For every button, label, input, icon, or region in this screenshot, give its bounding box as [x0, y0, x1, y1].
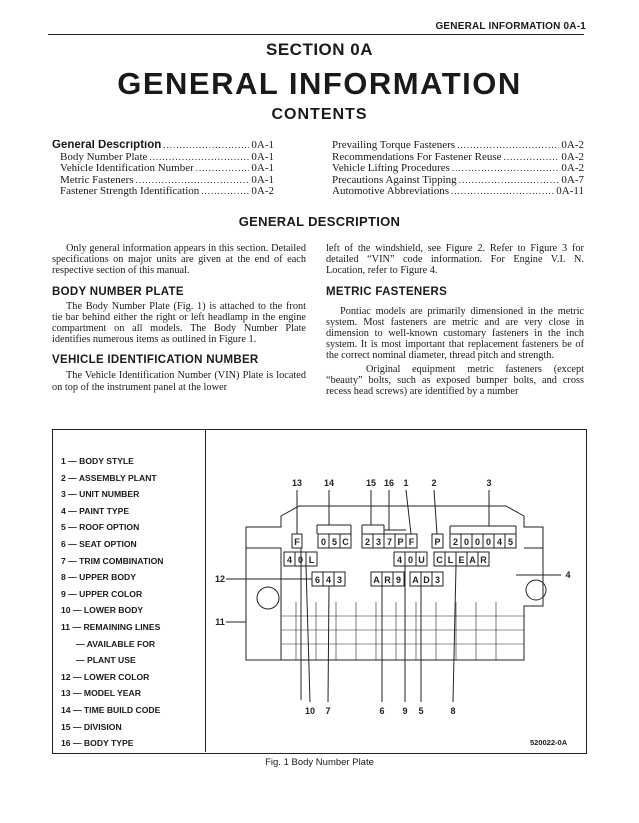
plate-char: D	[423, 575, 430, 585]
header-rule	[48, 34, 584, 35]
legend-item: — AVAILABLE FOR	[76, 638, 156, 649]
callout-number: 13	[291, 478, 303, 488]
plate-char: 5	[507, 537, 514, 547]
toc-page: 0A-11	[556, 186, 584, 198]
plate-char: F	[294, 537, 300, 547]
plate-char: 0	[463, 537, 470, 547]
callout-number: 7	[325, 706, 331, 716]
plate-char: 0	[297, 555, 304, 565]
plate-char: 5	[331, 537, 338, 547]
legend-item: 1 — BODY STYLE	[61, 456, 134, 466]
toc-page: 0A-2	[561, 163, 584, 175]
legend-item: 6 — SEAT OPTION	[61, 538, 137, 549]
toc-page: 0A-1	[251, 163, 274, 175]
plate-char: 0	[407, 555, 414, 565]
left-column	[52, 243, 306, 393]
plate-char: 4	[396, 555, 403, 565]
legend-item: 14 — TIME BUILD CODE	[61, 704, 161, 715]
plate-char: 2	[364, 537, 371, 547]
legend-item: 2 — ASSEMBLY PLANT	[61, 472, 157, 483]
figure-caption: Fig. 1 Body Number Plate	[265, 757, 374, 768]
plate-char: L	[308, 555, 315, 565]
vin-continuation-paragraph: left of the windshield, see Figure 2. Refer to Figure 3 for detailed “VIN” code information. For Engine V.I. N. Location, refer to Figure 4.	[326, 243, 584, 277]
callout-number: 2	[431, 478, 437, 488]
callout-number: 12	[214, 574, 226, 584]
legend-item: 10 — LOWER BODY	[61, 605, 144, 616]
plate-char: 0	[320, 537, 327, 547]
legend-item: 7 — TRIM COMBINATION	[61, 555, 164, 566]
callout-number: 3	[486, 478, 492, 488]
plate-char: C	[436, 555, 443, 565]
toc-label: Precautions Against Tipping	[332, 174, 457, 186]
plate-char: 4	[286, 555, 293, 565]
legend-item: 8 — UPPER BODY	[61, 572, 136, 583]
contents-heading: CONTENTS	[271, 106, 368, 123]
general-description-heading: GENERAL DESCRIPTION	[238, 214, 401, 229]
plate-char: A	[469, 555, 476, 565]
plate-char: R	[480, 555, 487, 565]
callout-number: 5	[418, 706, 424, 716]
running-header: GENERAL INFORMATION 0A-1	[435, 21, 586, 32]
callout-number: 16	[383, 478, 395, 488]
body-number-plate-diagram	[206, 430, 584, 752]
toc-entry[interactable]	[332, 175, 584, 187]
plate-char: A	[412, 575, 419, 585]
toc-page: 0A-1	[251, 151, 274, 163]
plate-char: 4	[325, 575, 332, 585]
vin-paragraph: The Vehicle Identification Number (VIN) Plate is located on top of the instrument panel at the lower	[52, 370, 306, 393]
toc-entry[interactable]	[52, 152, 274, 164]
vin-heading: VEHICLE IDENTIFICATION NUMBER	[52, 354, 259, 367]
mount-hole-left	[257, 587, 279, 609]
legend-item: 3 — UNIT NUMBER	[61, 489, 140, 500]
callout-number: 11	[215, 617, 225, 627]
plate-char: 2	[452, 537, 459, 547]
intro-paragraph: Only general information appears in this section. Detailed specifications on major units are given at the end of each respective section of this manual.	[52, 243, 306, 277]
callout-number: 8	[450, 706, 456, 716]
toc-page: 0A-1	[251, 140, 274, 151]
toc-entry[interactable]	[52, 175, 274, 187]
plate-char: P	[434, 537, 441, 547]
callout-number: 6	[379, 706, 385, 716]
plate-char: C	[342, 537, 349, 547]
toc-entry[interactable]	[332, 186, 584, 198]
toc-label: General Description	[52, 140, 162, 151]
legend-item: 12 — LOWER COLOR	[61, 671, 150, 682]
plate-char: R	[384, 575, 391, 585]
callout-number: 1	[403, 478, 409, 488]
toc-page: 0A-2	[561, 151, 584, 163]
plate-char: F	[408, 537, 415, 547]
toc-page: 0A-2	[251, 186, 274, 198]
toc-entry[interactable]	[52, 163, 274, 175]
toc-page: 0A-7	[561, 174, 584, 186]
body-number-plate-paragraph: The Body Number Plate (Fig. 1) is attached to the front tie bar behind either the right or left headlamp in the engine compartment on all models. The Body Number Plate identifies numerous items as outlined in Figure 1.	[52, 300, 306, 346]
callout-number: 4	[565, 570, 571, 580]
toc-entry[interactable]	[52, 186, 274, 198]
metric-fasteners-paragraph-2: Original equipment metric fasteners (except “beauty” bolts, such as exposed bumper bolts, and cross recess head screws) are identified by a number	[326, 363, 584, 398]
toc-page: 0A-2	[561, 140, 584, 151]
toc-label: Prevailing Torque Fasteners	[332, 140, 456, 151]
toc-entry[interactable]	[332, 163, 584, 175]
toc-label: Body Number Plate	[60, 151, 148, 163]
callout-number: 9	[402, 706, 408, 716]
plate-char: U	[418, 555, 425, 565]
plate-char: 3	[336, 575, 343, 585]
toc-entry[interactable]	[332, 140, 584, 152]
right-column	[326, 243, 584, 397]
legend-item: 13 — MODEL YEAR	[61, 688, 141, 699]
plate-char: 3	[434, 575, 441, 585]
toc-label: Fastener Strength Identification	[60, 186, 200, 198]
callout-number: 14	[323, 478, 335, 488]
legend-item: 15 — DIVISION	[61, 721, 122, 732]
callout-number: 15	[365, 478, 377, 488]
plate-char: 9	[395, 575, 402, 585]
metric-fasteners-heading: METRIC FASTENERS	[326, 285, 448, 298]
toc-label: Recommendations For Fastener Reuse	[332, 151, 502, 163]
toc-label: Automotive Abbreviations	[332, 186, 450, 198]
metric-fasteners-paragraph: Pontiac models are primarily dimensioned in the metric system. Most fasteners are metric and are very close in dimension to well-known customary fasteners in the inch system. It is most important that replacement fasteners be of the correct nominal diameter, thread pitch and strength.	[326, 305, 584, 362]
toc-label: Metric Fasteners	[60, 174, 134, 186]
plate-char: 0	[485, 537, 492, 547]
figure-legend	[61, 453, 163, 752]
legend-item: 4 — PAINT TYPE	[61, 505, 130, 516]
legend-item: 5 — ROOF OPTION	[61, 522, 140, 533]
plate-char: 3	[375, 537, 382, 547]
toc-entry[interactable]	[332, 152, 584, 164]
section-label: SECTION 0A	[265, 40, 374, 59]
plate-char: 6	[314, 575, 321, 585]
plate-char: A	[373, 575, 380, 585]
plate-char: P	[397, 537, 404, 547]
body-number-plate-heading: BODY NUMBER PLATE	[52, 285, 184, 298]
toc-entry[interactable]	[52, 140, 274, 152]
figure-id: 520022-0A	[530, 738, 568, 747]
toc-label: Vehicle Lifting Procedures	[332, 163, 450, 175]
page-title: GENERAL INFORMATION	[117, 66, 522, 101]
legend-item: — PLANT USE	[76, 655, 136, 666]
legend-item: 9 — UPPER COLOR	[61, 588, 143, 599]
toc-label: Vehicle Identification Number	[60, 163, 194, 175]
toc-left	[52, 140, 274, 198]
plate-char: 7	[386, 537, 393, 547]
legend-item: 11 — REMAINING LINES	[61, 621, 161, 632]
plate-char: 0	[474, 537, 481, 547]
toc-page: 0A-1	[251, 174, 274, 186]
plate-char: E	[458, 555, 465, 565]
toc-right	[332, 140, 584, 198]
plate-char: L	[447, 555, 454, 565]
plate-char: 4	[496, 537, 503, 547]
callout-number: 10	[304, 706, 316, 716]
legend-item: 16 — BODY TYPE	[61, 738, 134, 749]
